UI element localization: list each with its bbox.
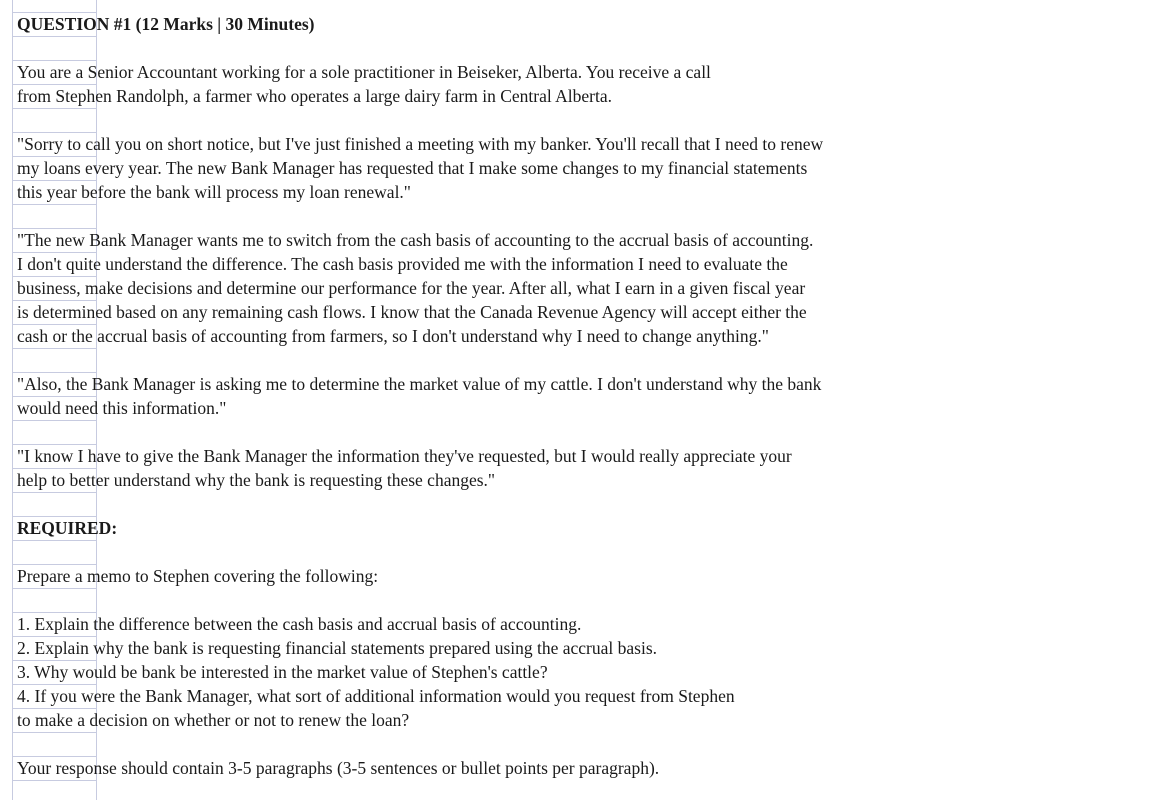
task-item: 2. Explain why the bank is requesting financial statements prepared using the accrual basis. — [17, 638, 658, 658]
task-item: 4. If you were the Bank Manager, what sort of additional information would you request from Stephen — [17, 686, 735, 706]
question-content — [17, 12, 1157, 780]
text-line: this year before the bank will process my loan renewal." — [17, 182, 411, 202]
text-line: is determined based on any remaining cash flows. I know that the Canada Revenue Agency will accept either the — [17, 302, 807, 322]
text-line: would need this information." — [17, 398, 227, 418]
task-item: 3. Why would be bank be interested in the market value of Stephen's cattle? — [17, 662, 548, 682]
task-item: to make a decision on whether or not to renew the loan? — [17, 710, 410, 730]
memo-intro: Prepare a memo to Stephen covering the following: — [17, 566, 379, 586]
text-line: "Sorry to call you on short notice, but I've just finished a meeting with my banker. You'll recall that I need to renew — [17, 134, 824, 154]
text-line: "Also, the Bank Manager is asking me to determine the market value of my cattle. I don't understand why the bank — [17, 374, 822, 394]
text-line: business, make decisions and determine our performance for the year. After all, what I earn in a given fiscal year — [17, 278, 806, 298]
text-line: You are a Senior Accountant working for a sole practitioner in Beiseker, Alberta. You receive a call — [17, 62, 711, 82]
quote-paragraph-4 — [17, 444, 1157, 492]
text-line: help to better understand why the bank is requesting these changes." — [17, 470, 496, 490]
text-line: "The new Bank Manager wants me to switch from the cash basis of accounting to the accrual basis of accounting. — [17, 230, 814, 250]
quote-paragraph-1 — [17, 132, 1157, 204]
task-item: 1. Explain the difference between the cash basis and accrual basis of accounting. — [17, 614, 582, 634]
quote-paragraph-3 — [17, 372, 1157, 420]
quote-paragraph-2 — [17, 228, 1157, 348]
required-heading: REQUIRED: — [17, 518, 118, 538]
response-note: Your response should contain 3-5 paragraphs (3-5 sentences or bullet points per paragraph). — [17, 758, 660, 778]
text-line: from Stephen Randolph, a farmer who operates a large dairy farm in Central Alberta. — [17, 86, 612, 106]
text-line: my loans every year. The new Bank Manager has requested that I make some changes to my financial statements — [17, 158, 808, 178]
text-line: cash or the accrual basis of accounting from farmers, so I don't understand why I need to change anything." — [17, 326, 769, 346]
task-list — [17, 612, 1157, 732]
intro-paragraph — [17, 60, 1157, 108]
question-title: QUESTION #1 (12 Marks | 30 Minutes) — [17, 14, 315, 34]
text-line: I don't quite understand the difference. The cash basis provided me with the information I need to evaluate the — [17, 254, 788, 274]
text-line: "I know I have to give the Bank Manager the information they've requested, but I would really appreciate your — [17, 446, 792, 466]
